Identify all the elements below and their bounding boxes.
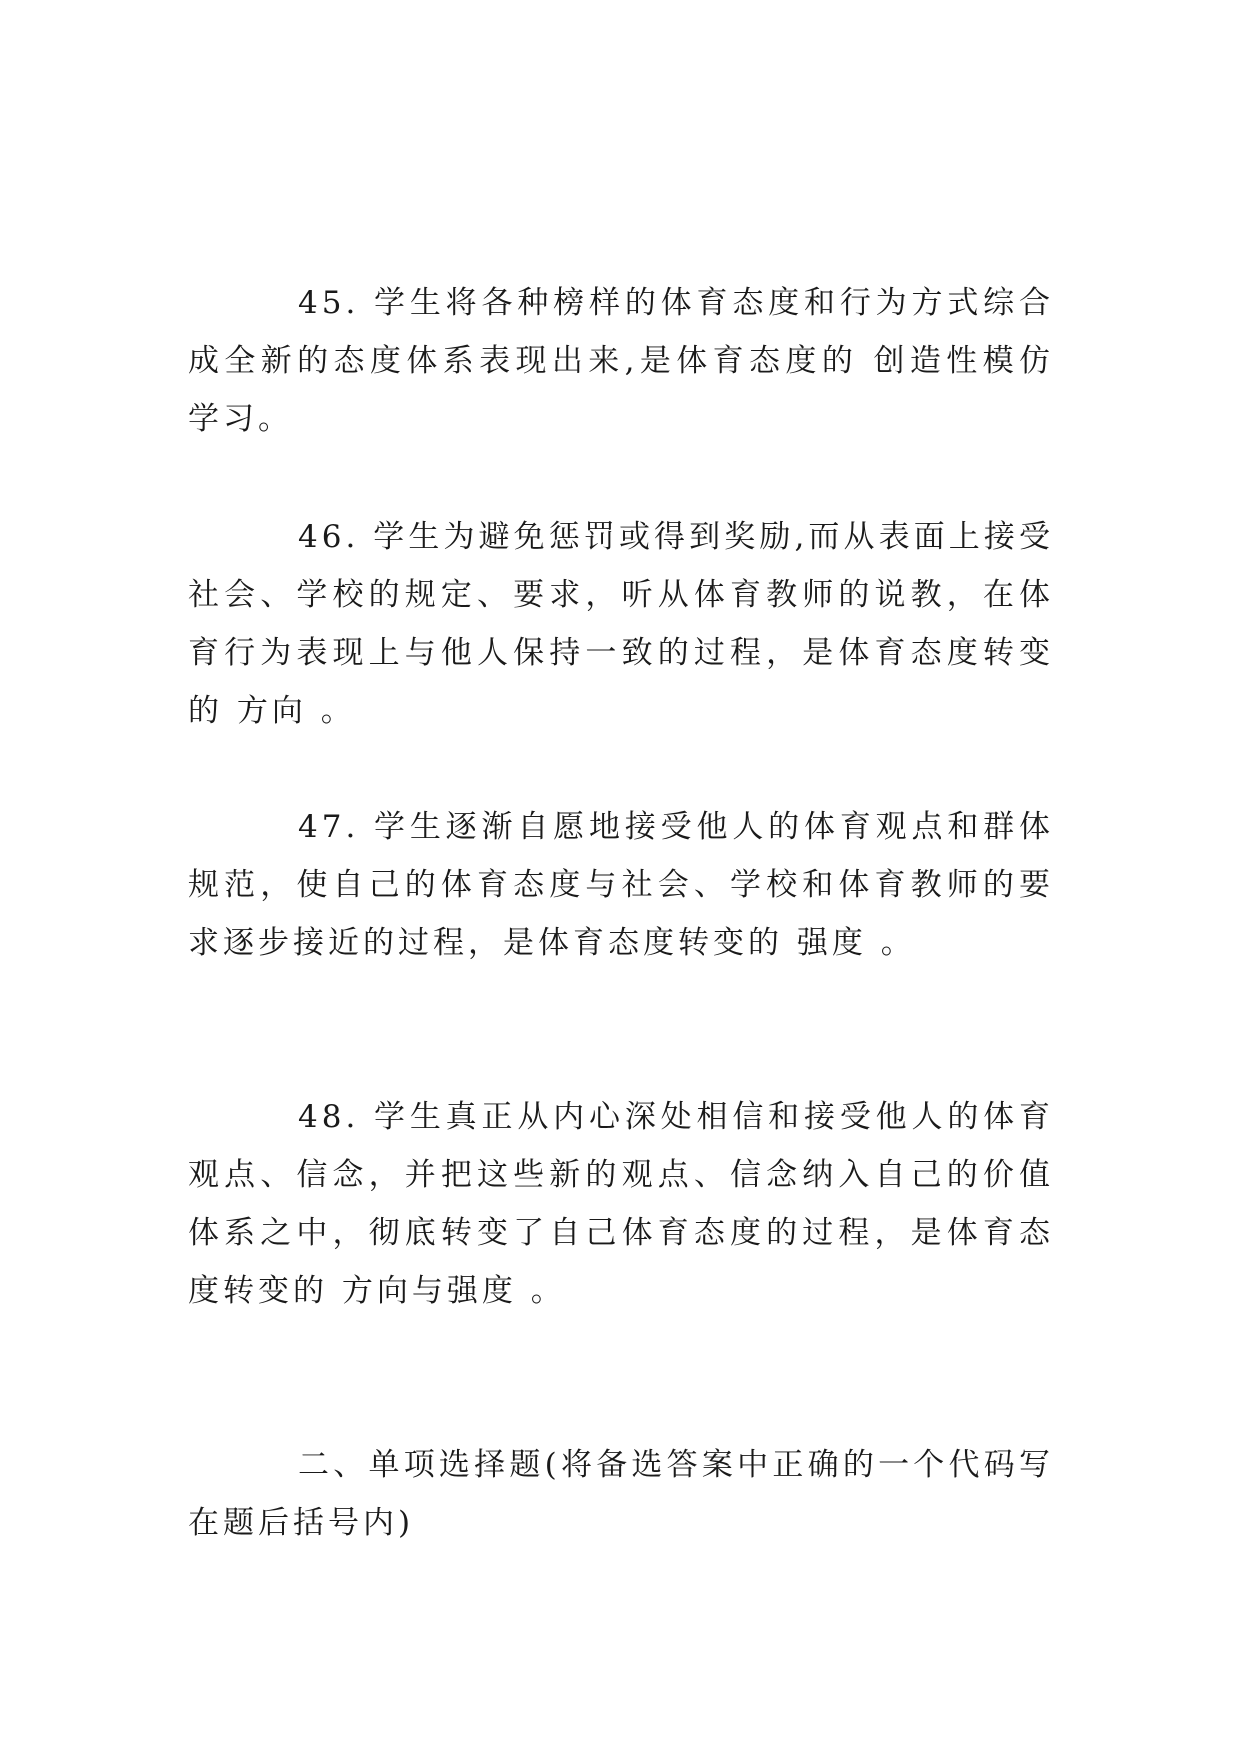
section-heading-single-choice: 二、单项选择题(将备选答案中正确的一个代码写在题后括号内) <box>188 1447 1054 1541</box>
question-48: 48. 学生真正从内心深处相信和接受他人的体育观点、信念，并把这些新的观点、信念纳入自己的价值体系之中，彻底转变了自己体育态度的过程，是体育态度转变的 方向与强度 。 <box>188 1099 1054 1309</box>
question-45: 45. 学生将各种榜样的体育态度和行为方式综合成全新的态度体系表现出来,是体育态度的 创造性模仿 学习。 <box>188 285 1054 437</box>
question-47: 47. 学生逐渐自愿地接受他人的体育观点和群体规范，使自己的体育态度与社会、学校和体育教师的要求逐步接近的过程，是体育态度转变的 强度 。 <box>188 809 1054 961</box>
question-46: 46. 学生为避免惩罚或得到奖励,而从表面上接受社会、学校的规定、要求，听从体育教师的说教，在体育行为表现上与他人保持一致的过程，是体育态度转变的 方向 。 <box>188 519 1054 729</box>
